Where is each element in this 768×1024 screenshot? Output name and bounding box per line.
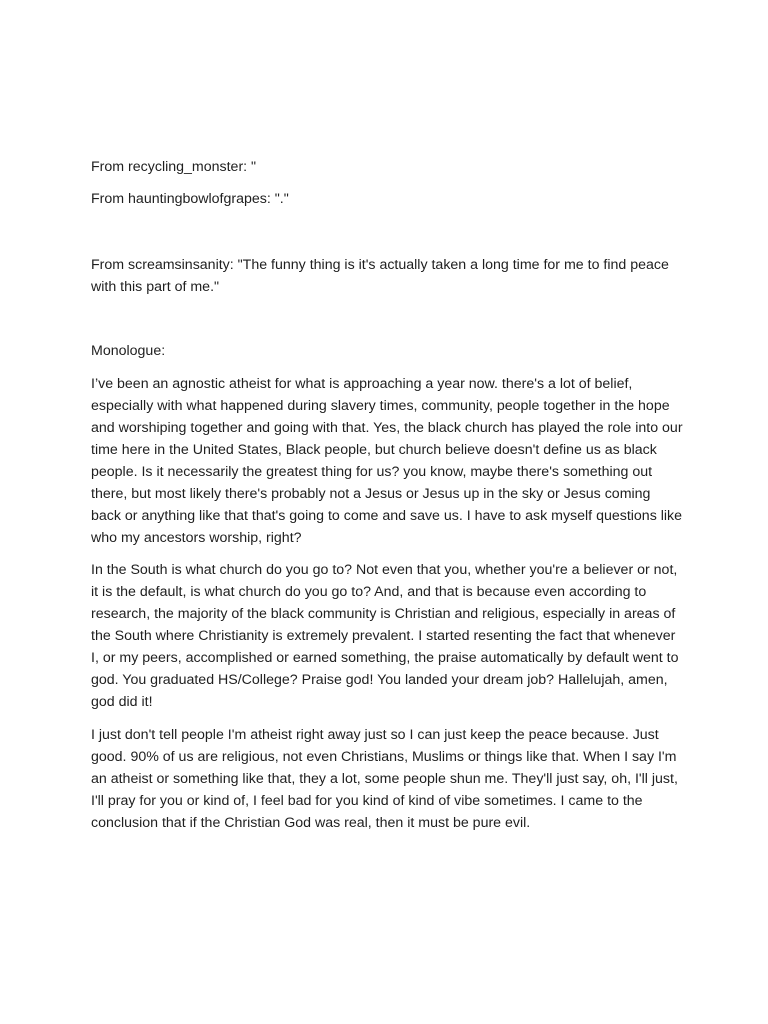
monologue-paragraph: I’ve been an agnostic atheist for what is approaching a year now. there's a lot of belief, especially with what happened during slavery times, community, people together in the hope and worshiping together and going with that. Yes, the black church has played the role into our time here in the United States, Black people, but church believe doesn't define us as black people. Is it necessarily the greatest thing for us? you know, maybe there's something out there, but most likely there's probably not a Jesus or Jesus up in the sky or Jesus coming back or anything like that that's going to come and save us. I have to ask myself questions like who my ancestors worship, right? <box>91 376 683 546</box>
hauntingbowlofgrapes-quote: From hauntingbowlofgrapes: "." <box>91 191 289 207</box>
monologue-paragraph: In the South is what church do you go to? Not even that you, whether you're a believer or not, it is the default, is what church do you go to? And, and that is because even according to research, the majority of the black community is Christian and religious, especially in areas of the South where Christianity is extremely prevalent. I started resenting the fact that whenever I, or my peers, accomplished or earned something, the praise automatically by default went to god. You graduated HS/College? Praise god! You landed your dream job? Hallelujah, amen, god did it! <box>91 562 679 710</box>
monologue-heading: Monologue: <box>91 343 166 359</box>
monologue-paragraph: I just don't tell people I'm atheist right away just so I can just keep the peace because. Just good. 90% of us are religious, not even Christians, Muslims or things like that. When I say I'm an atheist or something like that, they a lot, some people shun me. They'll just say, oh, I'll just, I'll pray for you or kind of, I feel bad for you kind of kind of vibe sometimes. I came to the conclusion that if the Christian God was real, then it must be pure evil. <box>91 727 678 831</box>
screamsinsanity-quote: From screamsinsanity: "The funny thing is it's actually taken a long time for me to find peace with this part of me." <box>91 257 669 295</box>
recycling-monster-quote: From recycling_monster: " <box>91 159 257 175</box>
